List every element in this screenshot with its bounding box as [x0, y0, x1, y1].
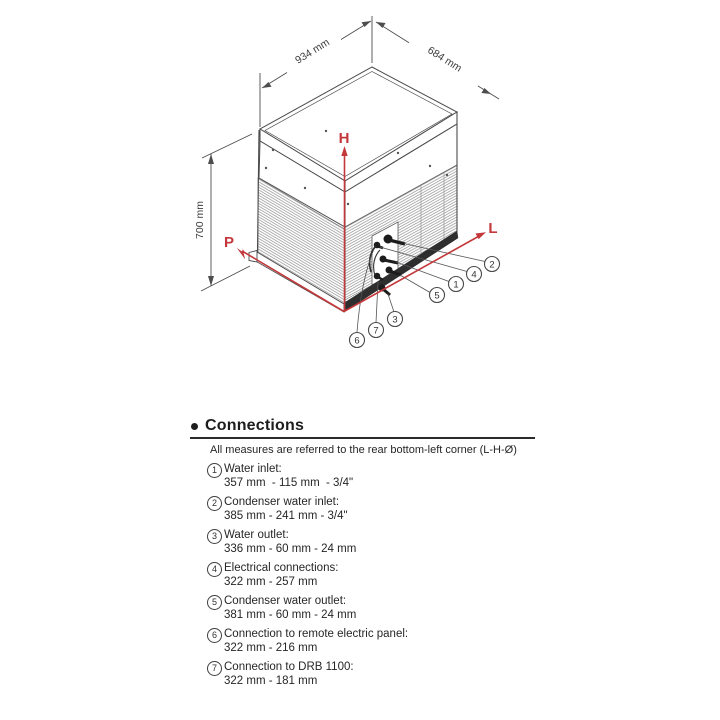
- connection-item: [207, 496, 537, 523]
- width-dimension-label: 934 mm: [293, 36, 332, 67]
- item-label: Water outlet:: [224, 529, 289, 541]
- item-text: [224, 463, 353, 490]
- item-text: [224, 595, 356, 622]
- item-number-badge: 3: [207, 529, 222, 544]
- callout-5-number: 5: [434, 290, 440, 302]
- callout-2: [485, 257, 500, 272]
- callout-1-number: 1: [453, 279, 459, 291]
- connection-item: [207, 463, 537, 490]
- item-measure: 322 mm - 216 mm: [224, 641, 318, 654]
- heading-rule: [190, 437, 535, 439]
- connection-item: [207, 595, 537, 622]
- item-text: [224, 661, 354, 688]
- item-measure: 381 mm - 60 mm - 24 mm: [224, 608, 357, 621]
- connection-item: [207, 661, 537, 688]
- item-number-badge: 7: [207, 661, 222, 676]
- axis-l-label: L: [488, 220, 498, 237]
- item-measure: 336 mm - 60 mm - 24 mm: [224, 542, 357, 555]
- callout-5: [430, 288, 445, 303]
- connection-item: [207, 529, 537, 556]
- height-dimension-label: 700 mm: [194, 201, 206, 239]
- item-text: [224, 496, 348, 523]
- item-label: Electrical connections:: [224, 562, 339, 574]
- item-number-badge: 6: [207, 628, 222, 643]
- item-number-badge: 5: [207, 595, 222, 610]
- item-measure: 357 mm - 115 mm - 3/4": [224, 476, 354, 489]
- callout-2-number: 2: [489, 259, 495, 271]
- callout-6-number: 6: [354, 335, 360, 347]
- item-text: [224, 628, 408, 655]
- item-label: Connection to DRB 1100:: [224, 661, 354, 673]
- axis-p-label: P: [223, 234, 235, 251]
- item-label: Condenser water inlet:: [224, 496, 340, 508]
- callout-4: [467, 267, 482, 282]
- item-number-badge: 1: [207, 463, 222, 478]
- item-number-badge: 4: [207, 562, 222, 577]
- connections-heading-label: Connections: [205, 417, 305, 434]
- connection-item: [207, 628, 537, 655]
- item-measure: 385 mm - 241 mm - 3/4": [224, 509, 348, 522]
- item-label: Connection to remote electric panel:: [224, 628, 409, 640]
- connections-list: [207, 463, 537, 694]
- dimension-height: [194, 134, 252, 291]
- item-text: [224, 562, 338, 589]
- depth-dimension-label: 684 mm: [425, 44, 464, 75]
- heading-bullet-icon: [191, 423, 198, 430]
- item-number-badge: 2: [207, 496, 222, 511]
- callout-4-number: 4: [471, 269, 477, 281]
- callout-3-number: 3: [392, 314, 398, 326]
- connections-heading: [191, 417, 304, 435]
- connection-item: [207, 562, 537, 589]
- item-label: Condenser water outlet:: [224, 595, 347, 607]
- callout-3: [388, 312, 403, 327]
- item-measure: 322 mm - 181 mm: [224, 674, 318, 687]
- measures-note: All measures are referred to the rear bottom-left corner (L-H-Ø): [210, 444, 517, 456]
- item-text: [224, 529, 356, 556]
- callout-7-number: 7: [373, 325, 379, 337]
- callout-6: [350, 333, 365, 348]
- callout-1: [449, 277, 464, 292]
- callout-7: [369, 323, 384, 338]
- item-measure: 322 mm - 257 mm: [224, 575, 318, 588]
- item-label: Water inlet:: [224, 463, 282, 475]
- axis-h-label: H: [338, 130, 350, 147]
